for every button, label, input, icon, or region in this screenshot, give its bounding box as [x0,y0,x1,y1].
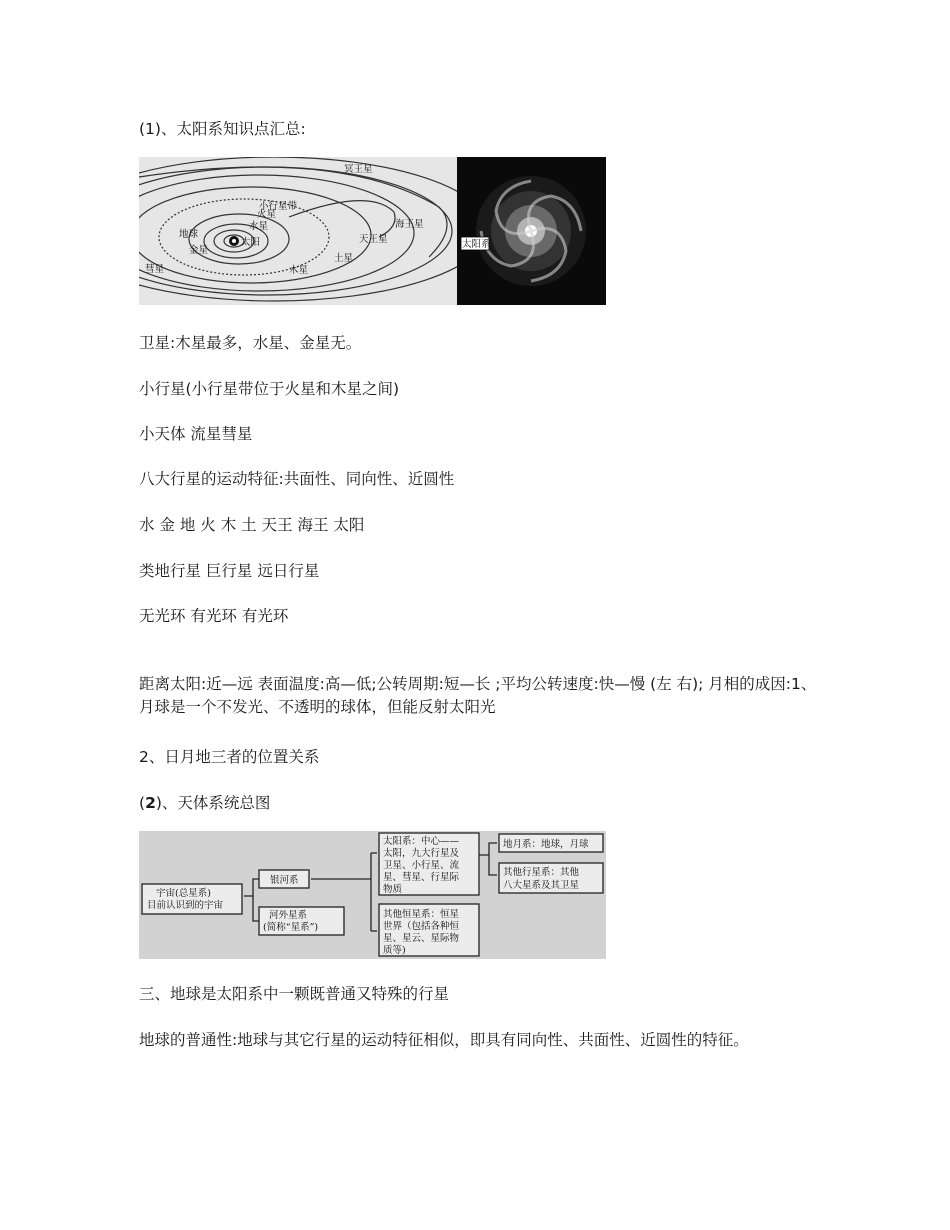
label-venus: 金星 [189,245,209,256]
solar-system-figure [139,157,606,305]
label-comet: 彗星 [145,264,165,275]
text-distance-and-moon-phase: 距离太阳:近—远 表面温度:高—低;公转周期:短—长 ;平均公转速度:快—慢 (左 右); 月相的成因:1、月球是一个不发光、不透明的球体，但能反射太阳光 [139,675,817,716]
label-jupiter: 木星 [289,265,309,276]
heading-solar-system-summary: (1)、太阳系知识点汇总: [139,120,306,138]
extragalactic-line-1: 河外星系 [269,910,308,921]
text-rings: 无光环 有光环 有光环 [139,607,289,625]
text-position-relation: 2、日月地三者的位置关系 [139,748,320,766]
heading-celestial-system: (2)、天体系统总图 [139,794,271,812]
earth-moon: 地月系：地球，月球 [503,839,589,850]
solar-system-line-1: 太阳系：中心—— [383,836,460,847]
solar-system-line-3: 卫星、小行星、流 [383,860,460,871]
label-uranus: 天王星 [359,234,388,245]
label-asteroid-belt: 小行星带 [259,201,298,212]
other-stars-line-1: 其他恒星系：恒星 [383,909,460,920]
text-small-bodies: 小天体 流星彗星 [139,425,253,443]
other-planets-line-1: 其他行星系：其他 [503,867,580,878]
text-satellites: 卫星:木星最多，水星、金星无。 [139,334,362,352]
label-earth: 地球 [179,229,199,240]
other-planets-line-2: 八大星系及其卫星 [503,880,580,891]
extragalactic-line-2: (简称“星系”) [263,922,319,933]
other-stars-line-2: 世界（包括各种恒 [383,921,460,932]
label-neptune: 海王星 [395,219,424,230]
label-sun: 太阳 [241,237,261,248]
text-planet-types: 类地行星 巨行星 远日行星 [139,562,320,580]
label-pluto: 冥王星 [344,164,373,175]
milky-way: 银河系 [270,875,299,886]
other-stars-line-4: 质等) [383,945,406,956]
label-solar-system-in-galaxy: 太阳系 [462,239,491,250]
universe-line-2: 目前认识到的宇宙 [147,900,224,911]
text-asteroids: 小行星(小行星带位于火星和木星之间) [139,380,400,398]
heading-earth-planet: 三、地球是太阳系中一颗既普通又特殊的行星 [139,985,450,1003]
text-earth-commonality: 地球的普通性:地球与其它行星的运动特征相似，即具有同向性、共面性、近圆性的特征。 [139,1031,749,1049]
universe-line-1: 宇宙(总星系) [156,888,211,899]
label-mars: 火星 [257,209,277,220]
text-planets-order: 水 金 地 火 木 土 天王 海王 太阳 [139,516,365,534]
label-mercury: 水星 [249,221,269,232]
label-saturn: 土星 [334,253,354,264]
celestial-system-diagram [139,831,606,959]
solar-system-line-5: 物质 [383,884,403,895]
other-stars-line-3: 星、星云、星际物 [383,933,460,944]
solar-system-line-4: 星、彗星、行星际 [383,872,460,883]
solar-system-line-2: 太阳，九大行星及 [383,848,460,859]
text-planet-features: 八大行星的运动特征:共面性、同向性、近圆性 [139,470,455,488]
